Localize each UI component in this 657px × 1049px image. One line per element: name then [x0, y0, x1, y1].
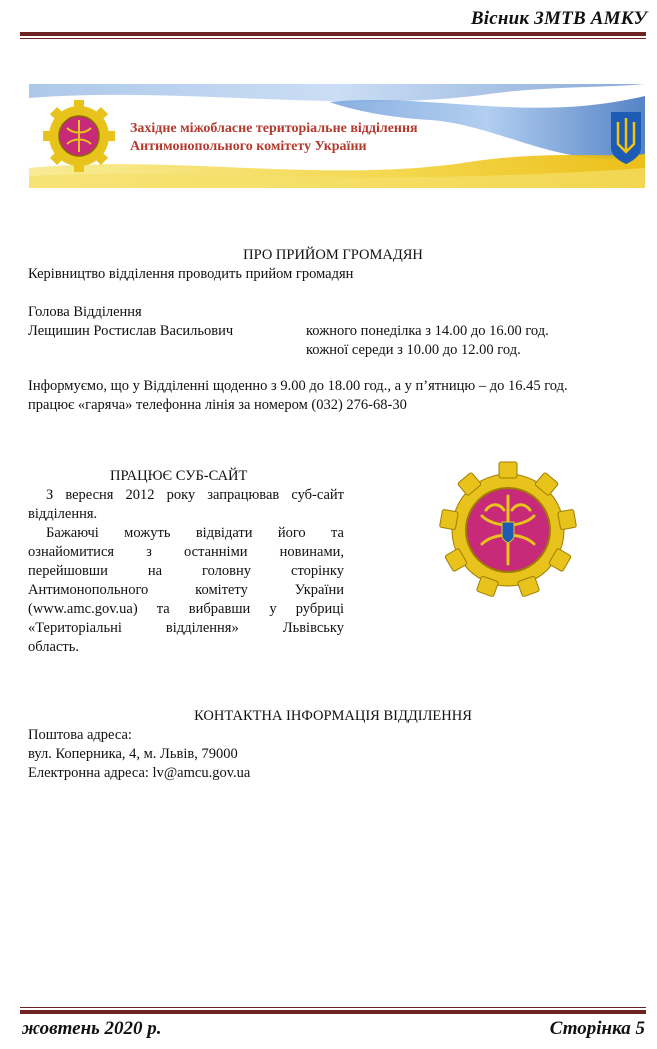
hotline-info-line-1: Інформуємо, що у Відділенні щоденно з 9.00 до 18.00 год., а у п’ятницю – до 16.45 год.: [28, 378, 568, 394]
footer-rule-thin: [20, 1007, 646, 1008]
subsite-p1-line-2: відділення.: [28, 506, 98, 522]
schedule-monday: кожного понеділка з 14.00 до 16.00 год.: [306, 323, 549, 339]
subsite-heading: ПРАЦЮЄ СУБ-САЙТ: [110, 468, 248, 484]
schedule-wednesday: кожної середи з 10.00 до 12.00 год.: [306, 342, 521, 358]
reception-intro: Керівництво відділення проводить прийом громадян: [28, 266, 354, 282]
subsite-p2-line-2: ознайомитися з останніми новинами,: [28, 544, 344, 560]
header-rule: [20, 32, 646, 36]
hotline-info-line-2: працює «гаряча» телефонна лінія за номером (032) 276-68-30: [28, 397, 407, 413]
banner-line-1: Західне міжобласне територіальне відділення: [130, 121, 418, 136]
subsite-p2-line-6: «Територіальні відділення» Львівську: [28, 620, 344, 636]
banner-caption: [130, 120, 418, 156]
postal-address: вул. Коперника, 4, м. Львів, 79000: [28, 746, 238, 762]
footer-rule: [20, 1010, 646, 1014]
email-line: Електронна адреса: lv@amcu.gov.ua: [28, 765, 251, 781]
subsite-p2-line-3: перейшовши на головну сторінку: [28, 563, 344, 579]
footer-page-number: Сторінка 5: [549, 1018, 645, 1039]
amcu-emblem-small: [43, 100, 115, 172]
banner: [29, 84, 645, 188]
banner-line-2: Антимонопольного комітету України: [130, 139, 367, 154]
subsite-p2-line-7: область.: [28, 639, 79, 655]
header-rule-thin: [20, 38, 646, 39]
newsletter-title: Вісник ЗМТВ АМКУ: [470, 8, 647, 29]
subsite-p2-line-1: Бажаючі можуть відвідати його та: [46, 525, 344, 541]
reception-heading: ПРО ПРИЙОМ ГРОМАДЯН: [243, 247, 423, 263]
amcu-emblem-large: [438, 460, 578, 600]
head-name: Лещишин Ростислав Васильович: [28, 323, 234, 339]
subsite-p1-line-1: З вересня 2012 року запрацював суб-сайт: [46, 487, 344, 503]
trident-icon: [611, 112, 641, 164]
footer-date: жовтень 2020 р.: [22, 1018, 162, 1039]
postal-label: Поштова адреса:: [28, 727, 132, 743]
subsite-p2-line-5: (www.amc.gov.ua) та вибравши у рубриці: [28, 601, 344, 617]
subsite-p2-line-4: Антимонопольного комітету України: [28, 582, 344, 598]
contacts-heading: КОНТАКТНА ІНФОРМАЦІЯ ВІДДІЛЕННЯ: [194, 708, 472, 724]
head-position: Голова Відділення: [28, 304, 142, 320]
